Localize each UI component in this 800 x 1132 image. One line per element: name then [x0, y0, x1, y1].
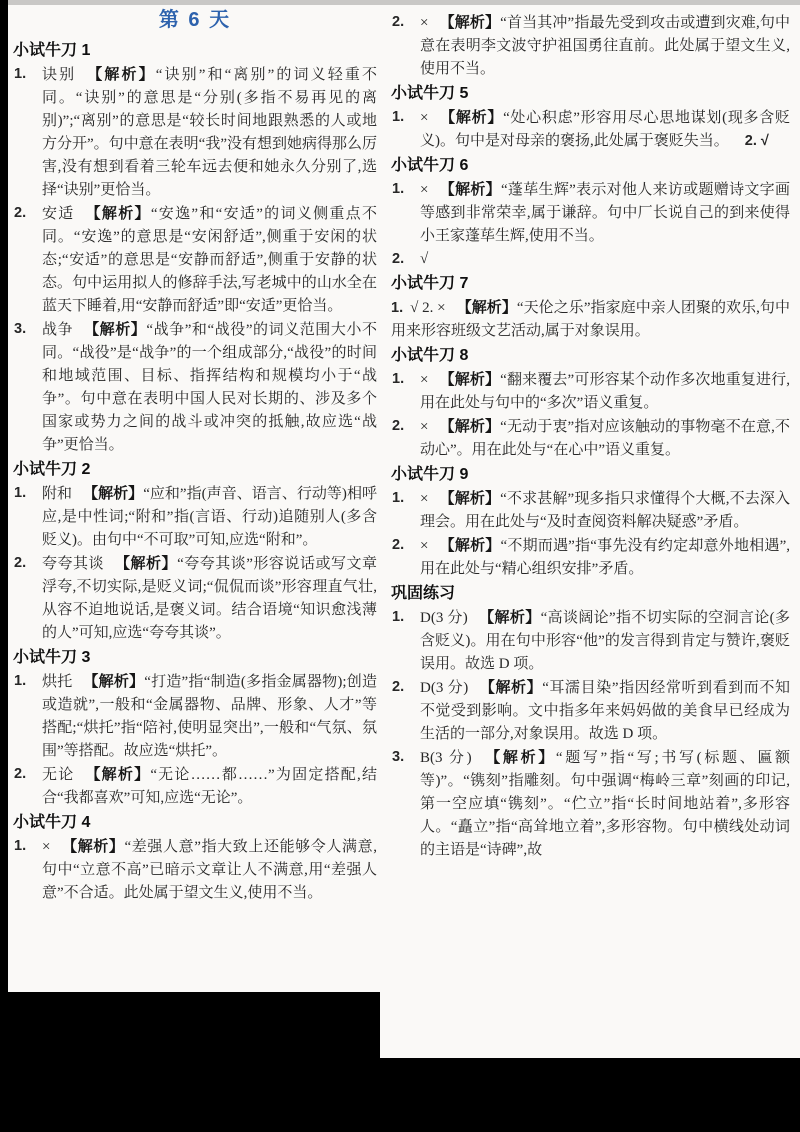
analysis-label: 【解析】 [478, 609, 541, 626]
answer-item [391, 415, 790, 462]
analysis-text: “打造”指“制造(多指金属器物);创造或造就”,一般和“金属器物、品牌、形象、人才”等搭配;“烘托”指“陪衬,使明显突出”,一般和“气氛、氛围”等搭配。故应选“烘托”。 [42, 674, 377, 759]
analysis-label: 【解析】 [84, 321, 147, 338]
analysis-text: “题写”指“写;书写(标题、匾额等)”。“镌刻”指雕刻。句中强调“梅岭三章”刻画的印记,第一空应填“镌刻”。“伫立”指“长时间地站着”,多形容人。“矗立”指“高耸地立着”,多形容物。句中横线处动词的主语是“诗碑”,故 [420, 750, 790, 858]
item-number: 1. [14, 838, 27, 854]
answer-item [13, 482, 377, 552]
answer-item [391, 676, 790, 746]
item-number: 1. [391, 300, 404, 316]
analysis-text: “无论……都……”为固定搭配,结合“我都喜欢”可知,应选“无论”。 [42, 767, 377, 806]
inline-followup-answer: 2. √ [744, 133, 769, 149]
section-heading-quiz1: 小试牛刀 1 [13, 42, 91, 59]
item-number: 1. [14, 485, 27, 501]
item-number: 2. [392, 14, 405, 30]
analysis-label: 【解析】 [115, 555, 178, 572]
analysis-label: 【解析】 [439, 490, 501, 507]
analysis-text: “不求甚解”现多指只求懂得个大概,不去深入理会。用在此处与“及时查阅资料解决疑惑”矛盾。 [420, 491, 790, 530]
answer-text: 烘托 [42, 674, 73, 690]
answer-item [391, 534, 790, 581]
answer-text: 安适 [42, 206, 75, 222]
analysis-label: 【解析】 [439, 537, 501, 554]
analysis-label: 【解析】 [439, 109, 504, 126]
answer-item [13, 552, 377, 645]
analysis-label: 【解析】 [439, 371, 501, 388]
analysis-label: 【解析】 [83, 485, 144, 502]
analysis-text: “无动于衷”指对应该触动的事物毫不在意,不动心”。用在此处与“在心中”语义重复。 [420, 419, 790, 458]
answer-item [13, 63, 377, 202]
answer-item [13, 763, 377, 810]
answer-item [391, 368, 790, 415]
analysis-text: “安逸”和“安适”的词义侧重点不同。“安逸”的意思是“安闲舒适”,侧重于安闲的状态;“安适”的意思是“安静而舒适”,侧重于安静的状态。句中运用拟人的修辞手法,写老城中的山水全在蓝天下睡着,用“安静而舒适”即“安适”更恰当。 [42, 206, 377, 314]
section-heading-quiz5: 小试牛刀 5 [391, 85, 469, 102]
answer-item [391, 178, 790, 248]
column-left [13, 7, 377, 987]
analysis-label: 【解析】 [439, 181, 501, 198]
analysis-text: “处心积虑”形容用尽心思地谋划(现多含贬义)。句中是对母亲的褒扬,此处属于褒贬失当。 [420, 110, 790, 149]
answer-item [13, 318, 377, 457]
answer-mark: × [420, 15, 429, 31]
answer-text: 无论 [42, 767, 75, 783]
section-heading-quiz7: 小试牛刀 7 [391, 275, 469, 292]
answer-text: 诀别 [42, 67, 77, 83]
analysis-text: “差强人意”指大致上还能够令人满意,句中“立意不高”已暗示文章让人不满意,用“差强人意”不合适。此处属于望文生义,使用不当。 [42, 839, 377, 901]
answer-item [13, 202, 377, 318]
answer-item-continued [391, 11, 790, 81]
item-number: 2. [14, 766, 27, 782]
answer-choice: D(3 分) [420, 680, 469, 696]
answer-item [391, 296, 790, 343]
analysis-label: 【解析】 [439, 418, 501, 435]
answer-item [391, 106, 790, 153]
answer-mark: √ 2. × [410, 300, 446, 316]
section-heading-quiz3: 小试牛刀 3 [13, 649, 91, 666]
item-number: 2. [392, 537, 405, 553]
answer-choice: B(3 分) [420, 750, 472, 766]
answer-mark: × [420, 538, 429, 554]
analysis-text: “首当其冲”指最先受到攻击或遭到灾难,句中意在表明李文波守护祖国勇往直前。此处属于望文生义,使用不当。 [420, 15, 790, 77]
answer-text: 战争 [42, 322, 74, 338]
section-heading-quiz9: 小试牛刀 9 [391, 466, 469, 483]
analysis-text: “应和”指(声音、语言、行动等)相呼应,是中性词;“附和”指(言语、行动)追随别人(多含贬义)。由句中“不可取”可知,应选“附和”。 [42, 486, 377, 548]
analysis-label: 【解析】 [83, 673, 145, 690]
answer-item [391, 248, 790, 271]
section-heading-quiz2: 小试牛刀 2 [13, 461, 91, 478]
answer-mark: × [420, 110, 429, 126]
analysis-text: “耳濡目染”指因经常听到看到而不知不觉受到影响。文中指多年来妈妈做的美食早已经成为生活的一部分,对象误用。故选 D 项。 [420, 680, 790, 742]
answer-item [391, 487, 790, 534]
answer-item [391, 606, 790, 676]
item-number: 3. [14, 321, 27, 337]
answer-mark: × [420, 491, 429, 507]
item-number: 1. [14, 673, 27, 689]
analysis-text: “天伦之乐”指家庭中亲人团聚的欢乐,句中用来形容班级文艺活动,属于对象误用。 [391, 300, 790, 339]
answer-text: 夸夸其谈 [42, 556, 105, 572]
analysis-text: “夸夸其谈”形容说话或写文章浮夸,不切实际,是贬义词;“侃侃而谈”形容理直气壮,从容不迫地说话,是褒义词。结合语境“知识愈浅薄的人”可知,应选“夸夸其谈”。 [42, 556, 377, 641]
analysis-label: 【解析】 [482, 749, 556, 766]
item-number: 1. [392, 609, 405, 625]
analysis-label: 【解析】 [439, 14, 501, 31]
item-number: 1. [392, 371, 405, 387]
analysis-text: “诀别”和“离别”的词义轻重不同。“诀别”的意思是“分别(多指不易再见的离别)”;“离别”的意思是“较长时间地跟熟悉的人或地方分开”。句中意在表明“我”没有想到她病得那么厉害,没有想到看着三轮车远去便和她永久分别了,选择“诀别”更恰当。 [42, 67, 377, 198]
item-number: 2. [14, 555, 27, 571]
answer-item [13, 835, 377, 905]
section-heading-quiz4: 小试牛刀 4 [13, 814, 91, 831]
analysis-label: 【解析】 [87, 66, 156, 83]
analysis-text: “翻来覆去”可形容某个动作多次地重复进行,用在此处与句中的“多次”语义重复。 [420, 372, 790, 411]
page-title: 第 6 天 [158, 9, 232, 31]
answer-mark: √ [420, 251, 429, 267]
item-number: 1. [392, 109, 405, 125]
column-right [391, 11, 790, 1051]
item-number: 2. [14, 205, 27, 221]
answer-choice: D(3 分) [420, 610, 468, 626]
section-heading-consolidation: 巩固练习 [391, 585, 456, 602]
answer-item [391, 746, 790, 862]
analysis-label: 【解析】 [85, 205, 151, 222]
answer-text: 附和 [42, 486, 73, 502]
item-number: 3. [392, 749, 405, 765]
analysis-label: 【解析】 [61, 838, 125, 855]
analysis-text: “高谈阔论”指不切实际的空洞言论(多含贬义)。用在句中形容“他”的发言得到肯定与赞许,褒贬误用。故选 D 项。 [420, 610, 790, 672]
analysis-label: 【解析】 [456, 299, 517, 316]
answer-mark: × [420, 419, 429, 435]
item-number: 2. [392, 679, 405, 695]
item-number: 1. [14, 66, 27, 82]
analysis-label: 【解析】 [479, 679, 543, 696]
analysis-text: “不期而遇”指“事先没有约定却意外地相遇”,用在此处与“精心组织安排”矛盾。 [420, 538, 790, 577]
item-number: 1. [392, 490, 405, 506]
answer-mark: × [42, 839, 51, 855]
item-number: 2. [392, 418, 405, 434]
scan-edge-strip [8, 0, 800, 5]
answer-mark: × [420, 182, 429, 198]
analysis-label: 【解析】 [85, 766, 151, 783]
item-number: 2. [392, 251, 405, 267]
section-heading-quiz6: 小试牛刀 6 [391, 157, 469, 174]
item-number: 1. [392, 181, 405, 197]
answer-item [13, 670, 377, 763]
section-heading-quiz8: 小试牛刀 8 [391, 347, 469, 364]
analysis-text: “蓬荜生辉”表示对他人来访或题赠诗文字画等感到非常荣幸,属于谦辞。句中厂长说自己的到来使得小王家蓬荜生辉,使用不当。 [420, 182, 790, 244]
analysis-text: “战争”和“战役”的词义范围大小不同。“战役”是“战争”的一个组成部分,“战役”的时间和地域范围、目标、指挥结构和规模均小于“战争”。句中意在表明中国人民对长期的、涉及多个国家或势力之间的战斗或冲突的抵触,故应选“战争”更恰当。 [42, 322, 377, 453]
answer-mark: × [420, 372, 429, 388]
